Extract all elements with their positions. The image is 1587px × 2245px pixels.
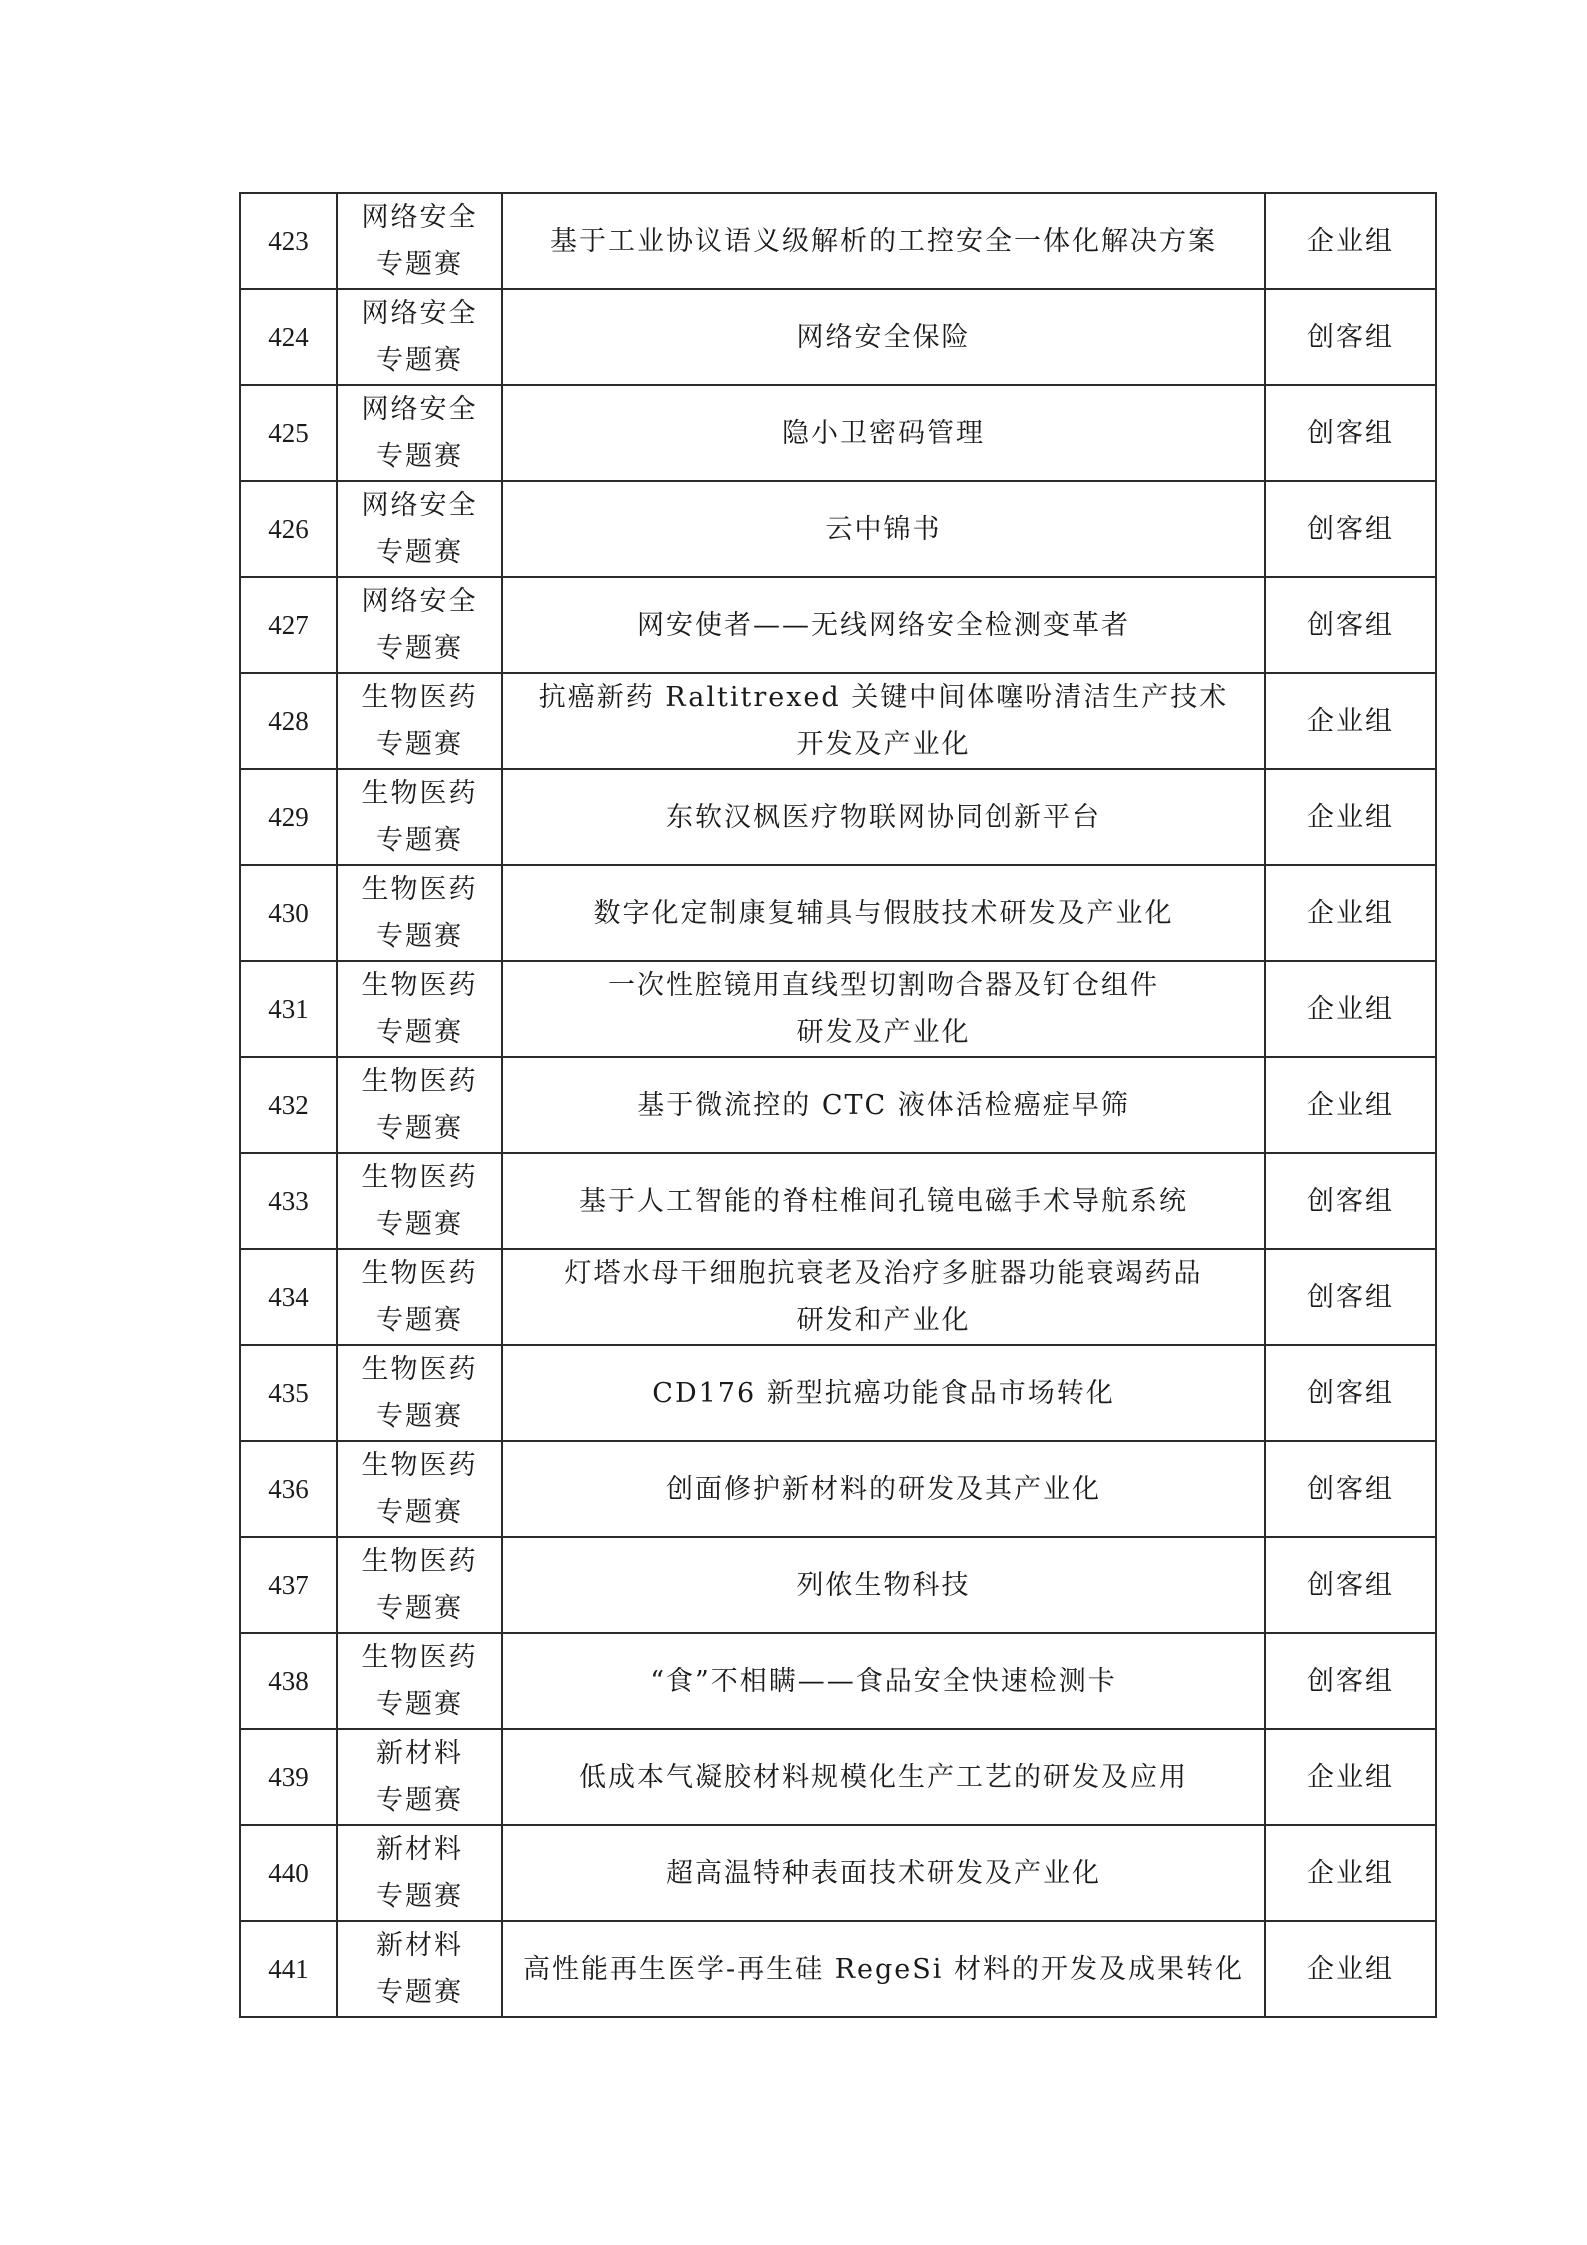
project-name [502,481,1265,577]
category-line: 网络安全 [361,586,478,617]
project-name-line: 网安使者——无线网络安全检测变革者 [637,609,1130,641]
category-line: 专题赛 [376,249,463,280]
table-row [240,1345,1436,1441]
project-table [239,192,1437,2018]
category-line: 专题赛 [376,1593,463,1624]
table-row [240,673,1436,769]
project-name [502,1441,1265,1537]
row-number: 441 [240,1921,337,2017]
entry-group: 创客组 [1265,1537,1436,1633]
table-row [240,769,1436,865]
category-line: 专题赛 [376,345,463,376]
project-name-line: 低成本气凝胶材料规模化生产工艺的研发及应用 [579,1761,1188,1793]
category-line: 网络安全 [361,202,478,233]
category-line: 生物医药 [361,1354,478,1385]
category-line: 专题赛 [376,1689,463,1720]
category-line: 新材料 [376,1738,463,1769]
row-number: 436 [240,1441,337,1537]
entry-group: 企业组 [1265,193,1436,289]
project-name [502,865,1265,961]
competition-category [337,865,502,961]
entry-group: 创客组 [1265,1249,1436,1345]
row-number: 434 [240,1249,337,1345]
category-line: 专题赛 [376,1497,463,1528]
competition-category [337,1633,502,1729]
project-name [502,193,1265,289]
category-line: 专题赛 [376,729,463,760]
row-number: 430 [240,865,337,961]
category-line: 生物医药 [361,1642,478,1673]
table-row [240,1249,1436,1345]
category-line: 专题赛 [376,1017,463,1048]
project-name-line: “食”不相瞒——食品安全快速检测卡 [650,1665,1117,1697]
entry-group: 企业组 [1265,769,1436,865]
table-row [240,289,1436,385]
competition-category [337,577,502,673]
category-line: 专题赛 [376,1977,463,2008]
category-line: 新材料 [376,1930,463,1961]
category-line: 专题赛 [376,633,463,664]
competition-category [337,1441,502,1537]
project-name-line: 网络安全保险 [796,321,971,353]
category-line: 专题赛 [376,1305,463,1336]
project-name [502,1537,1265,1633]
category-line: 网络安全 [361,298,478,329]
project-name [502,1249,1265,1345]
table-row [240,1729,1436,1825]
entry-group: 创客组 [1265,289,1436,385]
row-number: 439 [240,1729,337,1825]
project-name-line: CD176 新型抗癌功能食品市场转化 [652,1377,1115,1409]
category-line: 生物医药 [361,682,478,713]
project-name-line: 开发及产业化 [796,729,971,760]
category-line: 网络安全 [361,394,478,425]
project-name-line: 高性能再生医学-再生硅 RegeSi 材料的开发及成果转化 [523,1953,1244,1985]
table-row [240,1825,1436,1921]
category-line: 专题赛 [376,1401,463,1432]
table-row [240,1441,1436,1537]
project-name [502,1153,1265,1249]
project-name-line: 基于工业协议语义级解析的工控安全一体化解决方案 [550,225,1217,257]
category-line: 生物医药 [361,874,478,905]
project-name-line: 研发和产业化 [796,1305,971,1336]
competition-category [337,1921,502,2017]
category-line: 专题赛 [376,1881,463,1912]
category-line: 专题赛 [376,1209,463,1240]
competition-category [337,385,502,481]
project-name-line: 数字化定制康复辅具与假肢技术研发及产业化 [593,897,1174,929]
table-row [240,961,1436,1057]
row-number: 437 [240,1537,337,1633]
project-name-line: 超高温特种表面技术研发及产业化 [666,1857,1101,1889]
project-name [502,1633,1265,1729]
table-row [240,1153,1436,1249]
project-name-line: 基于人工智能的脊柱椎间孔镜电磁手术导航系统 [579,1185,1188,1217]
row-number: 423 [240,193,337,289]
table-row [240,1633,1436,1729]
project-name [502,577,1265,673]
competition-category [337,673,502,769]
category-line: 生物医药 [361,970,478,1001]
category-line: 新材料 [376,1834,463,1865]
competition-category [337,1153,502,1249]
project-name [502,289,1265,385]
row-number: 426 [240,481,337,577]
project-name-line: 创面修护新材料的研发及其产业化 [666,1473,1101,1505]
competition-category [337,1249,502,1345]
project-name [502,385,1265,481]
entry-group: 创客组 [1265,1153,1436,1249]
category-line: 专题赛 [376,441,463,472]
entry-group: 企业组 [1265,1057,1436,1153]
competition-category [337,961,502,1057]
entry-group: 创客组 [1265,481,1436,577]
table-body [240,193,1436,2017]
row-number: 429 [240,769,337,865]
category-line: 专题赛 [376,1785,463,1816]
category-line: 生物医药 [361,778,478,809]
entry-group: 创客组 [1265,385,1436,481]
project-name [502,1921,1265,2017]
table-row [240,1057,1436,1153]
category-line: 网络安全 [361,490,478,521]
category-line: 专题赛 [376,921,463,952]
row-number: 438 [240,1633,337,1729]
competition-category [337,289,502,385]
project-name [502,1729,1265,1825]
category-line: 专题赛 [376,537,463,568]
table-row [240,193,1436,289]
entry-group: 创客组 [1265,1633,1436,1729]
project-name [502,1057,1265,1153]
category-line: 生物医药 [361,1162,478,1193]
category-line: 生物医药 [361,1546,478,1577]
entry-group: 创客组 [1265,1441,1436,1537]
row-number: 435 [240,1345,337,1441]
row-number: 427 [240,577,337,673]
project-name-line: 一次性腔镜用直线型切割吻合器及钉仓组件 [608,970,1159,1001]
entry-group: 企业组 [1265,1825,1436,1921]
project-name [502,673,1265,769]
entry-group: 企业组 [1265,1729,1436,1825]
project-name-line: 东软汉枫医疗物联网协同创新平台 [666,801,1101,833]
competition-category [337,1345,502,1441]
table-row [240,1921,1436,2017]
row-number: 440 [240,1825,337,1921]
category-line: 生物医药 [361,1258,478,1289]
row-number: 428 [240,673,337,769]
project-name-line: 研发及产业化 [796,1017,971,1048]
competition-category [337,1825,502,1921]
category-line: 专题赛 [376,825,463,856]
project-name [502,1825,1265,1921]
competition-category [337,1537,502,1633]
competition-category [337,769,502,865]
project-name-line: 隐小卫密码管理 [782,417,985,449]
entry-group: 企业组 [1265,673,1436,769]
table-row [240,1537,1436,1633]
category-line: 专题赛 [376,1113,463,1144]
project-name [502,961,1265,1057]
competition-category [337,193,502,289]
project-name-line: 云中锦书 [825,513,942,545]
row-number: 432 [240,1057,337,1153]
row-number: 431 [240,961,337,1057]
competition-category [337,1729,502,1825]
row-number: 425 [240,385,337,481]
category-line: 生物医药 [361,1450,478,1481]
entry-group: 企业组 [1265,1921,1436,2017]
entry-group: 创客组 [1265,1345,1436,1441]
table-row [240,577,1436,673]
project-name [502,769,1265,865]
entry-group: 企业组 [1265,961,1436,1057]
row-number: 433 [240,1153,337,1249]
table-row [240,865,1436,961]
project-name-line: 列侬生物科技 [796,1569,971,1601]
row-number: 424 [240,289,337,385]
project-name-line: 基于微流控的 CTC 液体活检癌症早筛 [637,1089,1130,1121]
entry-group: 创客组 [1265,577,1436,673]
project-name-line: 灯塔水母干细胞抗衰老及治疗多脏器功能衰竭药品 [564,1258,1203,1289]
competition-category [337,481,502,577]
table-row [240,481,1436,577]
competition-category [337,1057,502,1153]
project-name-line: 抗癌新药 Raltitrexed 关键中间体噻吩清洁生产技术 [538,682,1229,713]
category-line: 生物医药 [361,1066,478,1097]
project-name [502,1345,1265,1441]
table-row [240,385,1436,481]
entry-group: 企业组 [1265,865,1436,961]
